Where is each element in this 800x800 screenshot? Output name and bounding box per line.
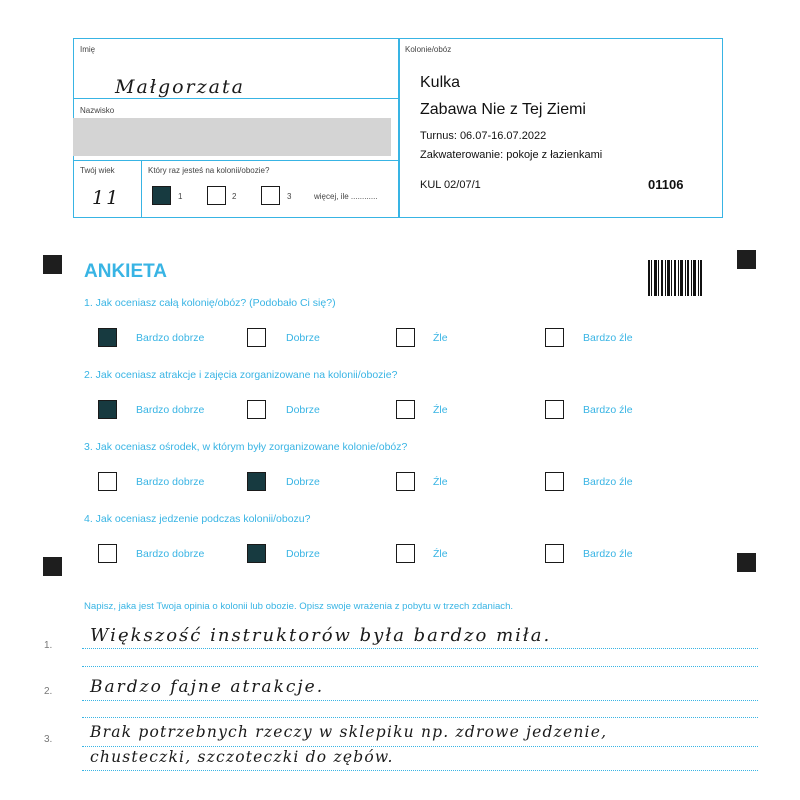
opinion-line-number: 1.: [44, 640, 53, 651]
q3-option-label: Bardzo dobrze: [136, 476, 205, 488]
wiek-value[interactable]: 11: [92, 187, 121, 209]
q2-option-label: Źle: [433, 404, 448, 416]
q2-option-label: Bardzo dobrze: [136, 404, 205, 416]
q2-bardzo-dobrze-checkbox[interactable]: [98, 400, 117, 419]
wiek-label: Twój wiek: [80, 166, 115, 175]
q2-dobrze-checkbox[interactable]: [247, 400, 266, 419]
q4-option-label: Bardzo dobrze: [136, 548, 205, 560]
imie-value[interactable]: Małgorzata: [115, 76, 245, 98]
q1-bardzo-zle-checkbox[interactable]: [545, 328, 564, 347]
q2-zle-checkbox[interactable]: [396, 400, 415, 419]
opinion-line-3-continued[interactable]: chusteczki, szczoteczki do zębów.: [90, 748, 394, 766]
q1-dobrze-checkbox[interactable]: [247, 328, 266, 347]
q4-dobrze-checkbox[interactable]: [247, 544, 266, 563]
kolonie-label: Kolonie/obóz: [405, 45, 452, 54]
registration-marker-top-left: [43, 255, 62, 274]
writing-line: [82, 770, 758, 771]
q3-option-label: Źle: [433, 476, 448, 488]
registration-marker-bottom-right: [737, 553, 756, 572]
opinion-line-3[interactable]: Brak potrzebnych rzeczy w sklepiku np. zdrowe jedzenie,: [90, 723, 608, 741]
q4-bardzo-zle-checkbox[interactable]: [545, 544, 564, 563]
ktory-raz-checkbox-1[interactable]: [152, 186, 171, 205]
writing-line: [82, 666, 758, 667]
opinion-prompt: Napisz, jaka jest Twoja opinia o kolonii lub obozie. Opisz swoje wrażenia z pobytu w trzech zdaniach.: [84, 601, 514, 612]
wiecej-label: więcej, ile ............: [314, 192, 378, 201]
barcode-icon: [648, 260, 702, 296]
opinion-line-2[interactable]: Bardzo fajne atrakcje.: [90, 677, 325, 697]
camp-code: KUL 02/07/1: [420, 179, 481, 191]
ktory-raz-checkbox-2[interactable]: [207, 186, 226, 205]
divider: [73, 160, 400, 161]
q1-option-label: Źle: [433, 332, 448, 344]
question-2: 2. Jak oceniasz atrakcje i zajęcia zorganizowane na kolonii/obozie?: [84, 369, 398, 381]
q3-zle-checkbox[interactable]: [396, 472, 415, 491]
ktory-raz-label: Który raz jesteś na kolonii/obozie?: [148, 166, 270, 175]
imie-label: Imię: [80, 45, 96, 54]
q4-option-label: Dobrze: [286, 548, 320, 560]
nazwisko-redacted: [73, 118, 391, 156]
ktory-raz-option-1: 1: [178, 192, 183, 201]
question-4: 4. Jak oceniasz jedzenie podczas kolonii/obozu?: [84, 513, 311, 525]
ktory-raz-checkbox-3[interactable]: [261, 186, 280, 205]
divider: [73, 98, 400, 99]
form-number: 01106: [648, 177, 684, 192]
divider: [141, 160, 142, 218]
q3-option-label: Bardzo źle: [583, 476, 633, 488]
q1-bardzo-dobrze-checkbox[interactable]: [98, 328, 117, 347]
q3-bardzo-dobrze-checkbox[interactable]: [98, 472, 117, 491]
q2-option-label: Dobrze: [286, 404, 320, 416]
q4-bardzo-dobrze-checkbox[interactable]: [98, 544, 117, 563]
camp-name: Kulka: [420, 74, 461, 91]
turnus: Turnus: 06.07-16.07.2022: [420, 130, 547, 142]
camp-title: Zabawa Nie z Tej Ziemi: [420, 101, 586, 118]
ktory-raz-option-3: 3: [287, 192, 292, 201]
writing-line: [82, 746, 758, 747]
writing-line: [82, 717, 758, 718]
q1-option-label: Dobrze: [286, 332, 320, 344]
q1-option-label: Bardzo dobrze: [136, 332, 205, 344]
opinion-line-number: 3.: [44, 734, 53, 745]
nazwisko-label: Nazwisko: [80, 106, 115, 115]
q3-bardzo-zle-checkbox[interactable]: [545, 472, 564, 491]
q3-option-label: Dobrze: [286, 476, 320, 488]
q4-option-label: Bardzo źle: [583, 548, 633, 560]
zakwaterowanie: Zakwaterowanie: pokoje z łazienkami: [420, 149, 603, 161]
registration-marker-top-right: [737, 250, 756, 269]
registration-marker-bottom-left: [43, 557, 62, 576]
writing-line: [82, 700, 758, 701]
q4-option-label: Źle: [433, 548, 448, 560]
q2-bardzo-zle-checkbox[interactable]: [545, 400, 564, 419]
question-3: 3. Jak oceniasz ośrodek, w którym były zorganizowane kolonie/obóz?: [84, 441, 408, 453]
opinion-line-1[interactable]: Większość instruktorów była bardzo miła.: [90, 625, 552, 646]
q1-zle-checkbox[interactable]: [396, 328, 415, 347]
q1-option-label: Bardzo źle: [583, 332, 633, 344]
q4-zle-checkbox[interactable]: [396, 544, 415, 563]
question-1: 1. Jak oceniasz całą kolonię/obóz? (Podobało Ci się?): [84, 297, 336, 309]
q2-option-label: Bardzo źle: [583, 404, 633, 416]
writing-line: [82, 648, 758, 649]
opinion-line-number: 2.: [44, 686, 53, 697]
survey-title: ANKIETA: [84, 261, 168, 282]
ktory-raz-option-2: 2: [232, 192, 237, 201]
q3-dobrze-checkbox[interactable]: [247, 472, 266, 491]
